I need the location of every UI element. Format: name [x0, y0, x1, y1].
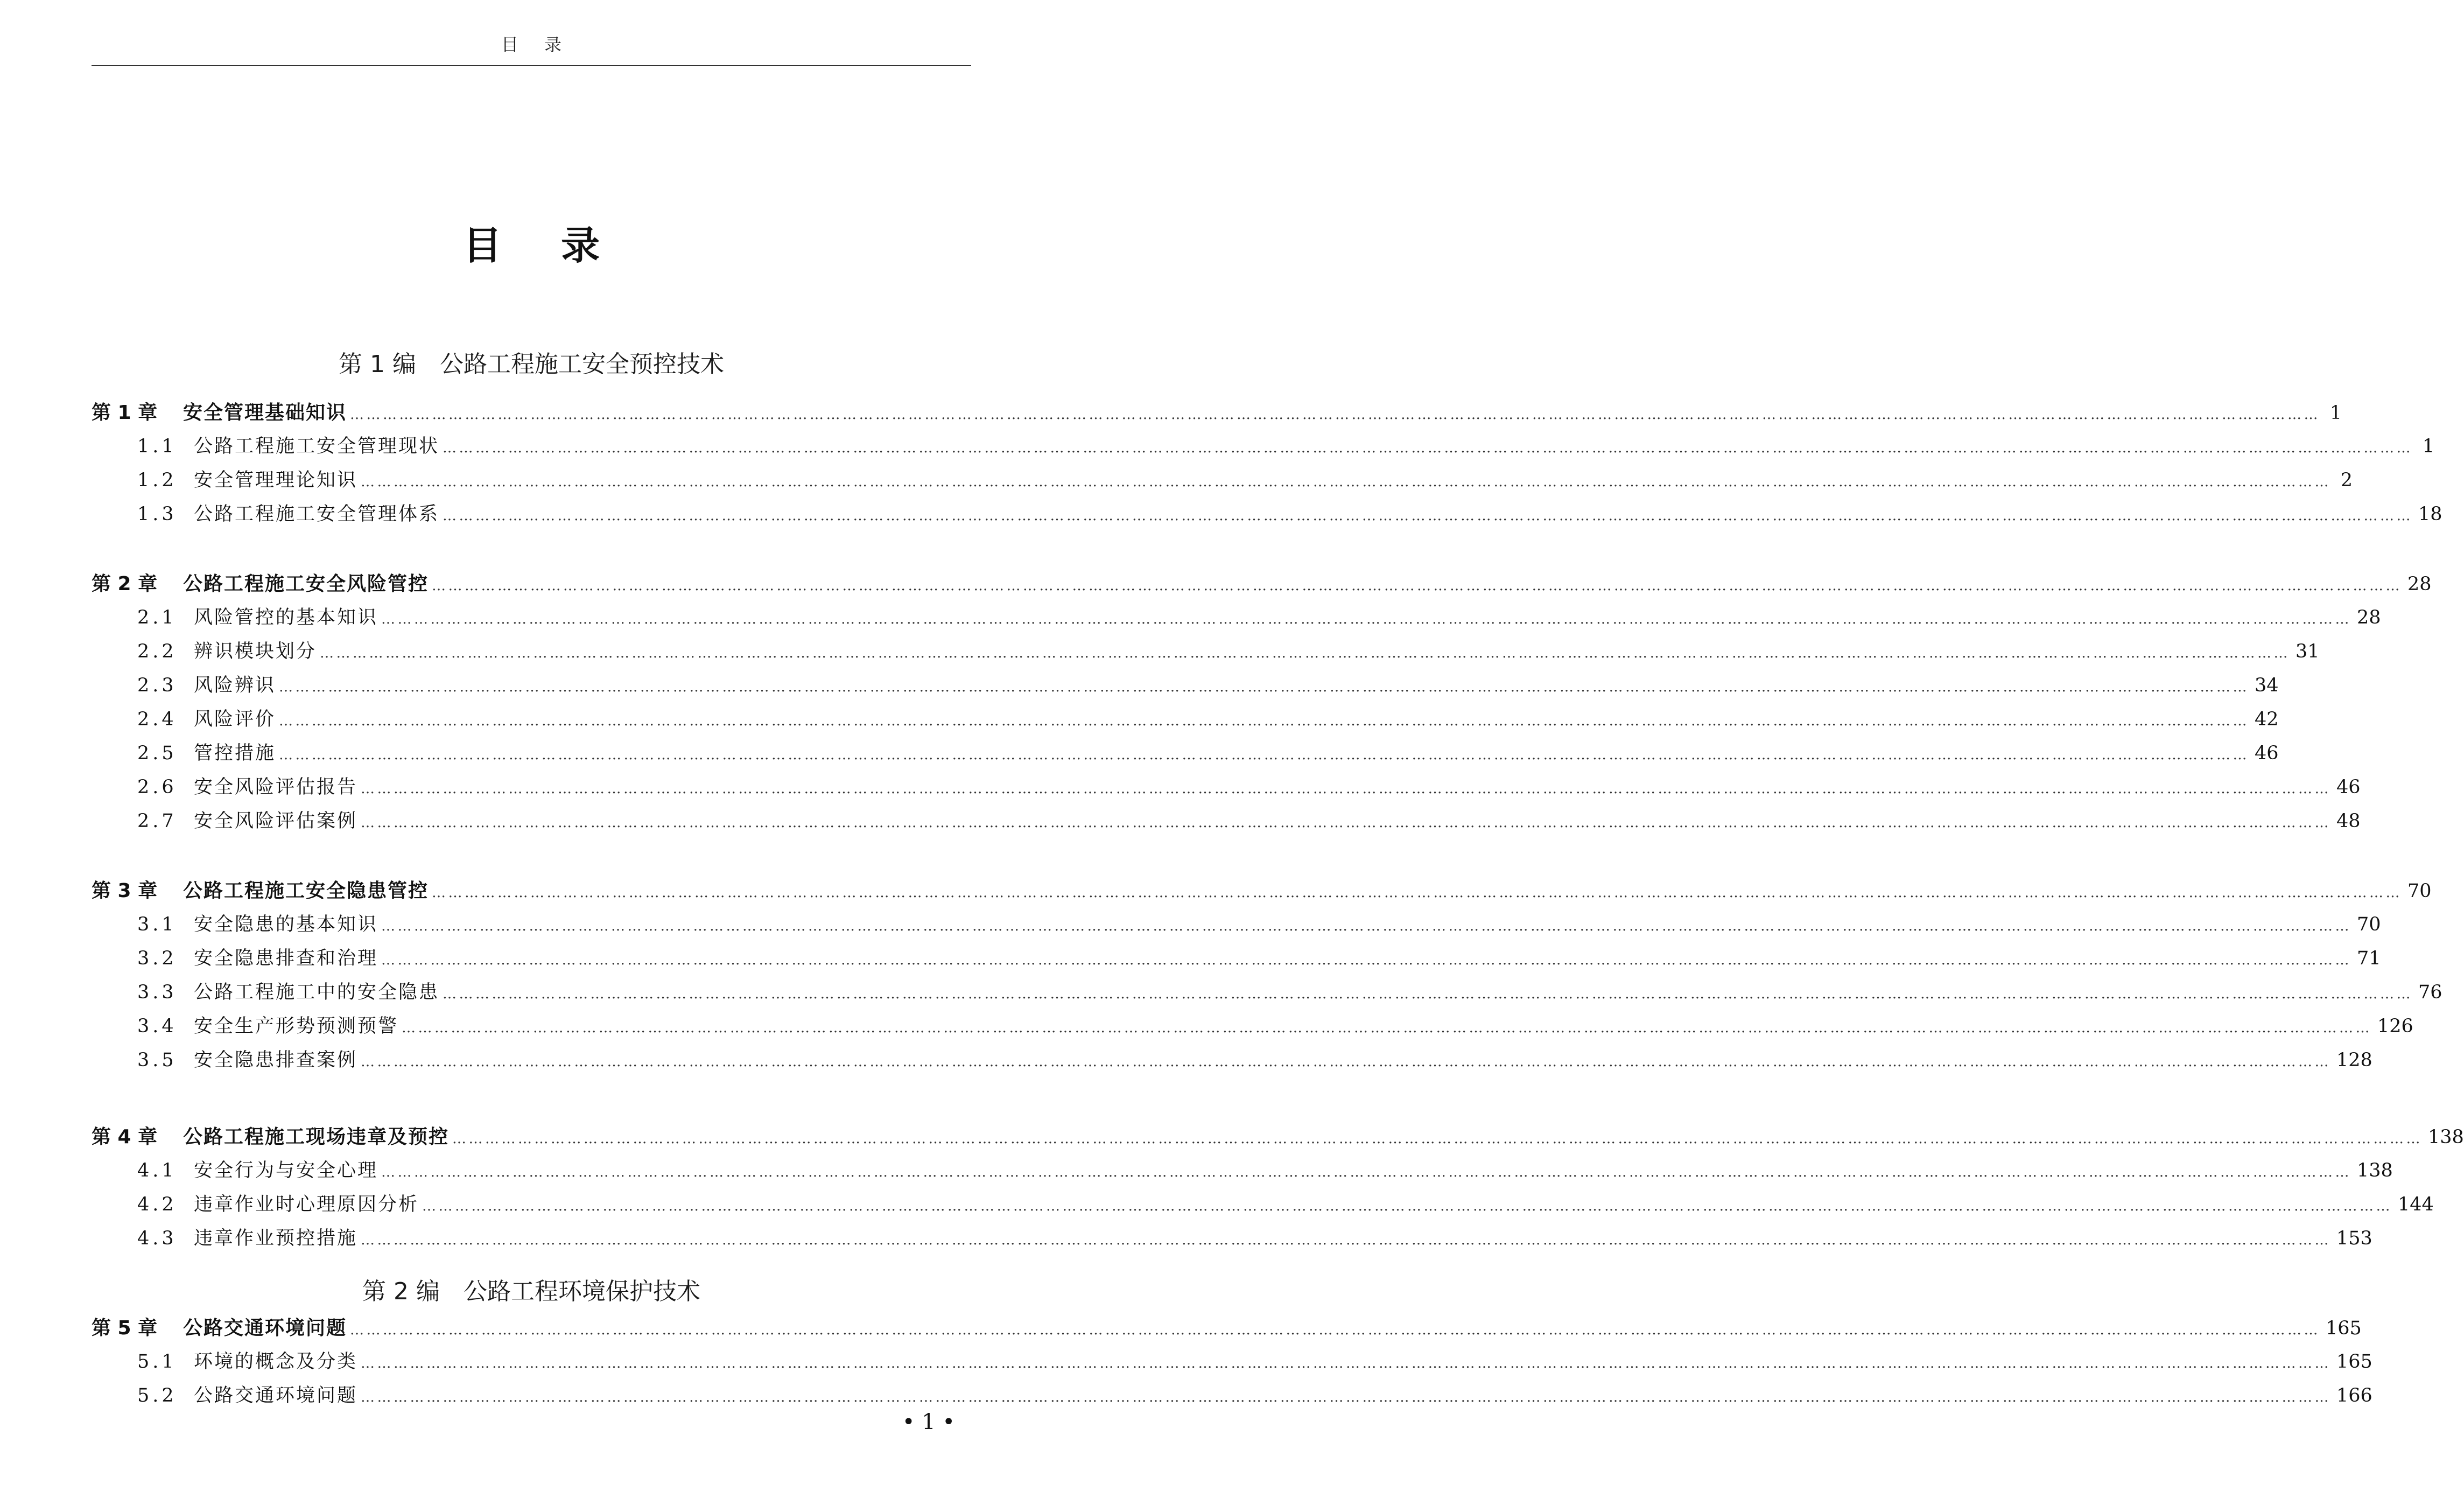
toc-chapter-entry[interactable] [92, 397, 2342, 424]
section-page-number: 46 [2255, 743, 2279, 764]
toc-section-entry[interactable] [92, 738, 2279, 765]
section-title: 风险评价 [194, 709, 276, 730]
toc-section-entry[interactable] [92, 636, 2320, 663]
header-rule [92, 65, 971, 66]
chapter-number: 第 4 章 [92, 1126, 158, 1148]
section-title: 安全行为与安全心理 [194, 1160, 378, 1181]
dot-leader: ……………………………………………………………………………………………………………………………………………………………………………………………………………………………………………………………………………………………………………………………… [361, 1389, 2332, 1405]
chapter-title: 公路工程施工安全隐患管控 [183, 880, 429, 902]
section-number: 1.3 [137, 503, 177, 525]
toc-chapter-entry[interactable] [92, 1313, 2362, 1340]
toc-section-entry[interactable] [92, 909, 2381, 936]
section-page-number: 138 [2357, 1160, 2393, 1181]
chapter-title: 公路交通环境问题 [183, 1317, 347, 1339]
chapter-number: 第 2 章 [92, 573, 158, 595]
section-number: 4.1 [137, 1160, 177, 1181]
section-title: 公路工程施工中的安全隐患 [194, 982, 440, 1003]
section-title: 安全管理理论知识 [194, 470, 358, 491]
section-title: 辨识模块划分 [194, 641, 317, 662]
section-page-number: 128 [2336, 1049, 2372, 1071]
section-page-number: 70 [2357, 914, 2381, 935]
section-number: 2.1 [137, 607, 177, 628]
section-title: 管控措施 [194, 743, 276, 764]
section-title: 风险管控的基本知识 [194, 607, 378, 628]
section-page-number: 18 [2418, 503, 2442, 525]
section-title: 安全隐患排查案例 [194, 1049, 358, 1071]
section-title: 安全风险评估报告 [194, 776, 358, 798]
dot-leader: ……………………………………………………………………………………………………………………………………………………………………………………………………………………………………………………………………………………………………………………………… [279, 747, 2250, 763]
section-number: 2.4 [137, 709, 177, 730]
section-page-number: 46 [2336, 776, 2361, 798]
toc-section-entry[interactable] [92, 1347, 2372, 1374]
dot-leader: ……………………………………………………………………………………………………………………………………………………………………………………………………………………………………………………………………………………………………………………………… [361, 1232, 2332, 1248]
part-title: 第 1 编 公路工程施工安全预控技术 [339, 351, 724, 378]
section-number: 2.7 [137, 810, 177, 832]
dot-leader: ……………………………………………………………………………………………………………………………………………………………………………………………………………………………………………………………………………………………………………………………… [422, 1198, 2393, 1214]
section-title: 公路交通环境问题 [194, 1385, 358, 1406]
dot-leader: ……………………………………………………………………………………………………………………………………………………………………………………………………………………………………………………………………………………………………………………………… [443, 440, 2413, 456]
section-number: 3.3 [137, 982, 177, 1003]
chapter-title: 安全管理基础知识 [183, 402, 347, 424]
toc-section-entry[interactable] [92, 1381, 2372, 1408]
section-title: 安全隐患的基本知识 [194, 914, 378, 935]
section-title: 违章作业预控措施 [194, 1228, 358, 1249]
section-number: 4.3 [137, 1228, 177, 1249]
dot-leader: ……………………………………………………………………………………………………………………………………………………………………………………………………………………………………………………………………………………………………………………………… [381, 611, 2352, 627]
section-page-number: 153 [2336, 1228, 2372, 1249]
dot-leader: ……………………………………………………………………………………………………………………………………………………………………………………………………………………………………………………………………………………………………………………………… [452, 1131, 2423, 1147]
chapter-page-number: 138 [2428, 1126, 2464, 1148]
dot-leader: ……………………………………………………………………………………………………………………………………………………………………………………………………………………………………………………………………………………………………………………………… [402, 1020, 2372, 1036]
dot-leader: ……………………………………………………………………………………………………………………………………………………………………………………………………………………………………………………………………………………………………………………………… [361, 1054, 2332, 1070]
section-number: 5.1 [137, 1351, 177, 1373]
dot-leader: ……………………………………………………………………………………………………………………………………………………………………………………………………………………………………………………………………………………………………………………………… [432, 885, 2403, 901]
chapter-page-number: 1 [2329, 402, 2342, 424]
section-title: 安全生产形势预测预警 [194, 1016, 399, 1037]
running-head: 目录 [501, 34, 587, 55]
dot-leader: ……………………………………………………………………………………………………………………………………………………………………………………………………………………………………………………………………………………………………………………………… [279, 679, 2250, 695]
toc-section-entry[interactable] [92, 1223, 2372, 1250]
section-page-number: 28 [2357, 607, 2381, 628]
section-number: 2.2 [137, 641, 177, 662]
toc-section-entry[interactable] [92, 704, 2279, 731]
section-page-number: 34 [2255, 675, 2279, 696]
toc-section-entry[interactable] [92, 772, 2361, 799]
section-title: 违章作业时心理原因分析 [194, 1194, 419, 1215]
chapter-number: 第 3 章 [92, 880, 158, 902]
toc-section-entry[interactable] [92, 1011, 2413, 1038]
dot-leader: ……………………………………………………………………………………………………………………………………………………………………………………………………………………………………………………………………………………………………………………………… [443, 986, 2413, 1002]
section-page-number: 42 [2255, 709, 2279, 730]
part-title: 第 2 编 公路工程环境保护技术 [362, 1278, 700, 1305]
section-number: 3.2 [137, 948, 177, 969]
toc-section-entry[interactable] [92, 1045, 2372, 1072]
toc-section-entry[interactable] [92, 603, 2381, 629]
toc-chapter-entry[interactable] [92, 1122, 2464, 1149]
section-page-number: 144 [2398, 1194, 2434, 1215]
section-number: 2.5 [137, 743, 177, 764]
dot-leader: ……………………………………………………………………………………………………………………………………………………………………………………………………………………………………………………………………………………………………………………………… [320, 645, 2291, 661]
chapter-page-number: 165 [2326, 1318, 2362, 1339]
section-title: 安全隐患排查和治理 [194, 948, 378, 969]
section-page-number: 48 [2336, 810, 2361, 832]
section-number: 3.1 [137, 914, 177, 935]
section-number: 3.4 [137, 1016, 177, 1037]
section-number: 2.3 [137, 675, 177, 696]
dot-leader: ……………………………………………………………………………………………………………………………………………………………………………………………………………………………………………………………………………………………………………………………… [279, 713, 2250, 729]
section-title: 环境的概念及分类 [194, 1351, 358, 1373]
toc-section-entry[interactable] [92, 806, 2361, 833]
section-title: 安全风险评估案例 [194, 810, 358, 832]
dot-leader: ……………………………………………………………………………………………………………………………………………………………………………………………………………………………………………………………………………………………………………………………… [361, 474, 2332, 490]
toc-chapter-entry[interactable] [92, 876, 2432, 902]
chapter-number: 第 5 章 [92, 1317, 158, 1339]
section-number: 2.6 [137, 776, 177, 798]
toc-section-entry[interactable] [92, 1156, 2393, 1182]
section-title: 公路工程施工安全管理体系 [194, 503, 440, 525]
toc-section-entry[interactable] [92, 943, 2381, 970]
section-number: 1.1 [137, 436, 177, 457]
dot-leader: ……………………………………………………………………………………………………………………………………………………………………………………………………………………………………………………………………………………………………………………………… [381, 918, 2352, 934]
toc-section-entry[interactable] [92, 431, 2435, 458]
section-page-number: 2 [2340, 470, 2353, 491]
toc-section-entry[interactable] [92, 1189, 2434, 1216]
page-number: • 1 • [902, 1410, 955, 1434]
dot-leader: ……………………………………………………………………………………………………………………………………………………………………………………………………………………………………………………………………………………………………………………………… [381, 1164, 2352, 1180]
section-page-number: 126 [2377, 1016, 2413, 1037]
dot-leader: ……………………………………………………………………………………………………………………………………………………………………………………………………………………………………………………………………………………………………………………………… [381, 952, 2352, 968]
section-page-number: 76 [2418, 982, 2442, 1003]
section-page-number: 71 [2357, 948, 2381, 969]
toc-section-entry[interactable] [92, 499, 2442, 526]
chapter-number: 第 1 章 [92, 402, 158, 424]
section-number: 5.2 [137, 1385, 177, 1406]
toc-section-entry[interactable] [92, 977, 2442, 1004]
section-number: 1.2 [137, 470, 177, 491]
dot-leader: ……………………………………………………………………………………………………………………………………………………………………………………………………………………………………………………………………………………………………………………………… [361, 1355, 2332, 1371]
toc-section-entry[interactable] [92, 465, 2353, 492]
section-page-number: 1 [2422, 436, 2435, 457]
chapter-title: 公路工程施工安全风险管控 [183, 573, 429, 595]
toc-section-entry[interactable] [92, 670, 2279, 697]
section-page-number: 165 [2336, 1351, 2372, 1373]
dot-leader: ……………………………………………………………………………………………………………………………………………………………………………………………………………………………………………………………………………………………………………………………… [350, 407, 2321, 423]
section-number: 3.5 [137, 1049, 177, 1071]
chapter-title: 公路工程施工现场违章及预控 [183, 1126, 450, 1148]
section-page-number: 166 [2336, 1385, 2372, 1406]
page-title: 目录 [462, 223, 659, 268]
chapter-page-number: 70 [2407, 880, 2432, 902]
dot-leader: ……………………………………………………………………………………………………………………………………………………………………………………………………………………………………………………………………………………………………………………………… [432, 578, 2403, 594]
dot-leader: ……………………………………………………………………………………………………………………………………………………………………………………………………………………………………………………………………………………………………………………………… [443, 508, 2413, 524]
dot-leader: ……………………………………………………………………………………………………………………………………………………………………………………………………………………………………………………………………………………………………………………………… [361, 815, 2332, 831]
section-page-number: 31 [2295, 641, 2320, 662]
dot-leader: ……………………………………………………………………………………………………………………………………………………………………………………………………………………………………………………………………………………………………………………………… [350, 1322, 2321, 1338]
section-number: 4.2 [137, 1194, 177, 1215]
section-title: 公路工程施工安全管理现状 [194, 436, 440, 457]
chapter-page-number: 28 [2407, 573, 2432, 595]
toc-chapter-entry[interactable] [92, 569, 2432, 596]
section-title: 风险辨识 [194, 675, 276, 696]
dot-leader: ……………………………………………………………………………………………………………………………………………………………………………………………………………………………………………………………………………………………………………………………… [361, 781, 2332, 797]
